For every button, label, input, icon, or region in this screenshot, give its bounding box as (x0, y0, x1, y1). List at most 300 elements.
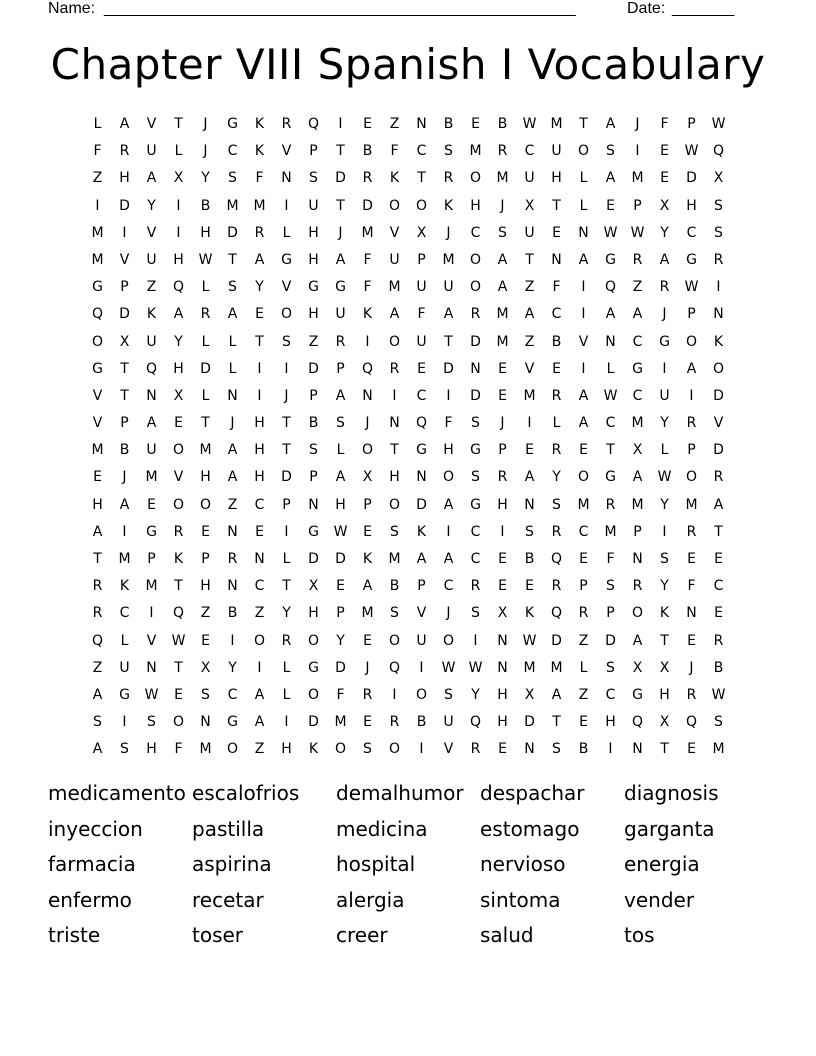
grid-letter[interactable]: E (201, 523, 210, 540)
grid-letter[interactable]: O (442, 469, 455, 486)
grid-letter[interactable]: P (147, 551, 156, 567)
grid-letter[interactable]: S (606, 143, 615, 160)
grid-letter[interactable]: L (201, 387, 210, 404)
grid-letter[interactable]: E (174, 686, 183, 703)
grid-letter[interactable]: H (497, 714, 508, 731)
grid-letter[interactable]: A (497, 279, 508, 296)
grid-letter[interactable]: Q (172, 279, 185, 296)
grid-letter[interactable]: A (254, 714, 265, 731)
grid-letter[interactable]: R (497, 143, 508, 160)
grid-letter[interactable]: Y (660, 415, 669, 432)
grid-letter[interactable]: A (92, 741, 103, 758)
grid-letter[interactable]: C (524, 143, 535, 160)
grid-letter[interactable]: H (308, 251, 319, 268)
grid-letter[interactable]: W (630, 224, 645, 241)
grid-letter[interactable]: U (524, 170, 535, 187)
grid-letter[interactable]: M (91, 442, 104, 459)
grid-letter[interactable]: S (471, 469, 480, 486)
grid-letter[interactable]: T (93, 551, 102, 567)
grid-letter[interactable]: H (254, 469, 265, 486)
grid-letter[interactable]: C (605, 415, 616, 432)
grid-letter[interactable]: A (632, 469, 643, 486)
grid-letter[interactable]: S (471, 415, 480, 432)
grid-letter[interactable]: N (146, 659, 157, 676)
grid-letter[interactable]: R (551, 523, 562, 540)
grid-letter[interactable]: E (336, 578, 345, 595)
grid-letter[interactable]: N (632, 551, 643, 567)
grid-letter[interactable]: I (500, 523, 505, 540)
grid-letter[interactable]: W (333, 523, 348, 540)
grid-letter[interactable]: Z (254, 605, 265, 622)
grid-letter[interactable]: V (713, 415, 724, 432)
grid-letter[interactable]: M (361, 605, 374, 622)
grid-letter[interactable]: O (280, 306, 293, 323)
grid-letter[interactable]: G (659, 333, 670, 350)
grid-letter[interactable]: M (442, 251, 455, 268)
name-field[interactable]: _____________________________________________________ (104, 0, 576, 17)
grid-letter[interactable]: D (119, 306, 130, 323)
grid-letter[interactable]: R (389, 360, 400, 377)
grid-letter[interactable]: A (632, 632, 643, 649)
grid-letter[interactable]: I (122, 523, 127, 540)
grid-letter[interactable]: N (497, 632, 508, 649)
grid-letter[interactable]: M (685, 496, 698, 513)
grid-letter[interactable]: T (228, 251, 237, 268)
grid-letter[interactable]: T (660, 741, 669, 758)
date-field[interactable]: _______ (672, 0, 735, 17)
grid-letter[interactable]: D (308, 551, 319, 567)
grid-letter[interactable]: A (92, 686, 103, 703)
grid-letter[interactable]: E (498, 387, 507, 404)
grid-letter[interactable]: S (390, 523, 399, 540)
grid-letter[interactable]: J (446, 605, 451, 622)
grid-letter[interactable]: W (603, 387, 618, 404)
grid-letter[interactable]: K (254, 116, 265, 132)
grid-letter[interactable]: F (390, 143, 399, 160)
grid-letter[interactable]: G (227, 116, 238, 132)
grid-letter[interactable]: A (578, 251, 589, 268)
grid-letter[interactable]: P (120, 415, 129, 432)
grid-letter[interactable]: D (713, 387, 724, 404)
grid-letter[interactable]: R (686, 415, 697, 432)
grid-letter[interactable]: K (416, 523, 427, 540)
grid-letter[interactable]: E (606, 197, 615, 214)
grid-letter[interactable]: H (173, 360, 184, 377)
grid-letter[interactable]: F (336, 686, 345, 703)
grid-letter[interactable]: F (660, 116, 669, 132)
grid-letter[interactable]: I (473, 632, 478, 649)
grid-letter[interactable]: L (282, 686, 291, 703)
grid-letter[interactable]: U (443, 714, 454, 731)
grid-letter[interactable]: U (416, 279, 427, 296)
grid-letter[interactable]: J (500, 415, 505, 432)
grid-letter[interactable]: V (389, 224, 400, 241)
grid-letter[interactable]: A (335, 469, 346, 486)
grid-letter[interactable]: I (365, 333, 370, 350)
grid-letter[interactable]: A (416, 551, 427, 567)
grid-letter[interactable]: A (713, 496, 724, 513)
grid-letter[interactable]: N (524, 741, 535, 758)
grid-letter[interactable]: I (122, 224, 127, 241)
grid-letter[interactable]: C (605, 686, 616, 703)
grid-letter[interactable]: I (284, 714, 289, 731)
grid-letter[interactable]: U (416, 632, 427, 649)
grid-letter[interactable]: T (282, 578, 291, 595)
grid-letter[interactable]: N (362, 387, 373, 404)
grid-letter[interactable]: G (416, 442, 427, 459)
grid-letter[interactable]: E (471, 116, 480, 132)
grid-letter[interactable]: M (91, 224, 104, 241)
grid-letter[interactable]: E (579, 714, 588, 731)
grid-letter[interactable]: W (171, 632, 186, 649)
grid-letter[interactable]: L (606, 360, 615, 377)
grid-letter[interactable]: M (523, 387, 536, 404)
grid-letter[interactable]: L (579, 659, 588, 676)
grid-letter[interactable]: P (417, 251, 426, 268)
grid-letter[interactable]: X (173, 387, 184, 404)
grid-letter[interactable]: L (660, 442, 669, 459)
grid-letter[interactable]: B (524, 551, 535, 567)
grid-letter[interactable]: B (578, 741, 589, 758)
grid-letter[interactable]: O (199, 496, 212, 513)
grid-letter[interactable]: K (362, 551, 373, 567)
grid-letter[interactable]: M (550, 659, 563, 676)
grid-letter[interactable]: P (336, 605, 345, 622)
grid-letter[interactable]: R (470, 306, 481, 323)
grid-letter[interactable]: R (92, 578, 103, 595)
grid-letter[interactable]: D (362, 197, 373, 214)
grid-letter[interactable]: M (91, 251, 104, 268)
grid-letter[interactable]: Z (92, 170, 103, 187)
grid-letter[interactable]: Q (712, 143, 725, 160)
grid-letter[interactable]: H (200, 224, 211, 241)
grid-letter[interactable]: M (199, 442, 212, 459)
grid-letter[interactable]: M (199, 741, 212, 758)
grid-letter[interactable]: T (552, 714, 561, 731)
grid-letter[interactable]: X (632, 442, 643, 459)
grid-letter[interactable]: Z (308, 333, 319, 350)
grid-letter[interactable]: C (632, 387, 643, 404)
grid-letter[interactable]: F (255, 170, 264, 187)
grid-letter[interactable]: A (497, 251, 508, 268)
grid-letter[interactable]: E (687, 741, 696, 758)
grid-letter[interactable]: S (606, 578, 615, 595)
grid-letter[interactable]: J (635, 116, 640, 132)
grid-letter[interactable]: T (174, 578, 183, 595)
grid-letter[interactable]: H (200, 469, 211, 486)
grid-letter[interactable]: K (173, 551, 184, 567)
grid-letter[interactable]: P (579, 578, 588, 595)
grid-letter[interactable]: Q (388, 659, 401, 676)
grid-letter[interactable]: Q (91, 306, 104, 323)
grid-letter[interactable]: G (605, 251, 616, 268)
grid-letter[interactable]: S (552, 496, 561, 513)
grid-letter[interactable]: X (524, 197, 535, 214)
grid-letter[interactable]: M (253, 197, 266, 214)
grid-letter[interactable]: Q (631, 714, 644, 731)
grid-letter[interactable]: O (388, 197, 401, 214)
grid-letter[interactable]: I (635, 143, 640, 160)
grid-letter[interactable]: W (684, 279, 699, 296)
grid-letter[interactable]: A (335, 387, 346, 404)
grid-letter[interactable]: J (338, 224, 343, 241)
grid-letter[interactable]: R (281, 116, 292, 132)
grid-letter[interactable]: A (227, 442, 238, 459)
grid-letter[interactable]: R (497, 469, 508, 486)
grid-letter[interactable]: I (230, 632, 235, 649)
grid-letter[interactable]: B (497, 116, 508, 132)
grid-letter[interactable]: A (524, 469, 535, 486)
grid-letter[interactable]: A (443, 496, 454, 513)
grid-letter[interactable]: I (122, 714, 127, 731)
grid-letter[interactable]: Z (146, 279, 157, 296)
grid-letter[interactable]: T (174, 659, 183, 676)
grid-letter[interactable]: B (227, 605, 238, 622)
grid-letter[interactable]: F (363, 251, 372, 268)
grid-letter[interactable]: R (578, 605, 589, 622)
grid-letter[interactable]: L (552, 415, 561, 432)
grid-letter[interactable]: T (579, 116, 588, 132)
grid-letter[interactable]: S (390, 605, 399, 622)
grid-letter[interactable]: I (716, 279, 721, 296)
grid-letter[interactable]: A (254, 686, 265, 703)
grid-letter[interactable]: A (632, 306, 643, 323)
grid-letter[interactable]: J (365, 415, 370, 432)
grid-letter[interactable]: I (581, 360, 586, 377)
grid-letter[interactable]: R (605, 496, 616, 513)
grid-letter[interactable]: R (254, 224, 265, 241)
grid-letter[interactable]: M (388, 279, 401, 296)
grid-letter[interactable]: N (578, 224, 589, 241)
grid-letter[interactable]: C (416, 387, 427, 404)
grid-letter[interactable]: E (417, 360, 426, 377)
grid-letter[interactable]: I (608, 741, 613, 758)
grid-letter[interactable]: S (444, 143, 453, 160)
grid-letter[interactable]: Y (174, 333, 183, 350)
grid-letter[interactable]: E (363, 714, 372, 731)
grid-letter[interactable]: X (173, 170, 184, 187)
grid-letter[interactable]: R (200, 306, 211, 323)
grid-letter[interactable]: T (336, 143, 345, 160)
grid-letter[interactable]: S (660, 551, 669, 567)
grid-letter[interactable]: Q (145, 360, 158, 377)
grid-letter[interactable]: E (363, 632, 372, 649)
grid-letter[interactable]: E (498, 741, 507, 758)
grid-letter[interactable]: R (443, 170, 454, 187)
grid-letter[interactable]: F (444, 415, 453, 432)
grid-letter[interactable]: J (500, 197, 505, 214)
grid-letter[interactable]: Z (524, 333, 535, 350)
grid-letter[interactable]: G (308, 659, 319, 676)
grid-letter[interactable]: K (254, 143, 265, 160)
grid-letter[interactable]: M (469, 143, 482, 160)
grid-letter[interactable]: A (578, 387, 589, 404)
grid-letter[interactable]: M (523, 659, 536, 676)
grid-letter[interactable]: F (552, 279, 561, 296)
grid-letter[interactable]: L (120, 632, 129, 649)
grid-letter[interactable]: Y (336, 632, 345, 649)
grid-letter[interactable]: V (416, 605, 427, 622)
grid-letter[interactable]: R (551, 442, 562, 459)
grid-letter[interactable]: P (633, 197, 642, 214)
grid-letter[interactable]: H (308, 605, 319, 622)
grid-letter[interactable]: S (147, 714, 156, 731)
grid-letter[interactable]: R (362, 170, 373, 187)
grid-letter[interactable]: D (281, 469, 292, 486)
grid-letter[interactable]: R (551, 387, 562, 404)
grid-letter[interactable]: S (714, 197, 723, 214)
grid-letter[interactable]: P (687, 442, 696, 459)
grid-letter[interactable]: N (308, 496, 319, 513)
grid-letter[interactable]: Z (254, 741, 265, 758)
grid-letter[interactable]: C (578, 523, 589, 540)
grid-letter[interactable]: G (281, 251, 292, 268)
grid-letter[interactable]: E (525, 442, 534, 459)
grid-letter[interactable]: Z (389, 116, 400, 132)
grid-letter[interactable]: H (335, 496, 346, 513)
grid-letter[interactable]: R (119, 143, 130, 160)
grid-letter[interactable]: G (470, 442, 481, 459)
grid-letter[interactable]: I (149, 605, 154, 622)
grid-letter[interactable]: O (685, 469, 698, 486)
grid-letter[interactable]: X (524, 686, 535, 703)
grid-letter[interactable]: R (686, 686, 697, 703)
grid-letter[interactable]: B (551, 333, 562, 350)
grid-letter[interactable]: O (388, 741, 401, 758)
grid-letter[interactable]: P (336, 360, 345, 377)
grid-letter[interactable]: E (363, 116, 372, 132)
grid-letter[interactable]: O (415, 686, 428, 703)
grid-letter[interactable]: O (469, 279, 482, 296)
grid-letter[interactable]: K (308, 741, 319, 758)
grid-letter[interactable]: O (685, 333, 698, 350)
grid-letter[interactable]: S (363, 741, 372, 758)
grid-letter[interactable]: B (119, 442, 130, 459)
grid-letter[interactable]: R (281, 632, 292, 649)
grid-letter[interactable]: D (470, 333, 481, 350)
grid-letter[interactable]: U (146, 333, 157, 350)
grid-letter[interactable]: P (282, 496, 291, 513)
grid-letter[interactable]: I (284, 523, 289, 540)
grid-letter[interactable]: R (470, 741, 481, 758)
grid-letter[interactable]: O (226, 741, 239, 758)
grid-letter[interactable]: R (227, 551, 238, 567)
grid-letter[interactable]: D (308, 360, 319, 377)
grid-letter[interactable]: E (201, 632, 210, 649)
grid-letter[interactable]: G (92, 360, 103, 377)
grid-letter[interactable]: A (659, 251, 670, 268)
grid-letter[interactable]: B (308, 415, 319, 432)
grid-letter[interactable]: H (497, 496, 508, 513)
grid-letter[interactable]: R (659, 279, 670, 296)
grid-letter[interactable]: W (441, 659, 456, 676)
grid-letter[interactable]: J (203, 116, 208, 132)
grid-letter[interactable]: E (660, 143, 669, 160)
grid-letter[interactable]: Q (172, 605, 185, 622)
grid-letter[interactable]: W (711, 686, 726, 703)
grid-letter[interactable]: O (253, 632, 266, 649)
grid-letter[interactable]: M (712, 741, 725, 758)
grid-letter[interactable]: D (605, 632, 616, 649)
grid-letter[interactable]: A (146, 415, 157, 432)
grid-letter[interactable]: D (119, 197, 130, 214)
grid-letter[interactable]: I (176, 197, 181, 214)
grid-letter[interactable]: X (659, 659, 670, 676)
grid-letter[interactable]: U (146, 251, 157, 268)
grid-letter[interactable]: V (281, 279, 292, 296)
grid-letter[interactable]: M (496, 333, 509, 350)
grid-letter[interactable]: L (201, 279, 210, 296)
grid-letter[interactable]: H (497, 686, 508, 703)
grid-letter[interactable]: U (308, 197, 319, 214)
grid-letter[interactable]: F (606, 551, 615, 567)
grid-letter[interactable]: N (227, 387, 238, 404)
grid-letter[interactable]: O (631, 605, 644, 622)
grid-letter[interactable]: S (228, 170, 237, 187)
grid-letter[interactable]: V (524, 360, 535, 377)
grid-letter[interactable]: L (579, 170, 588, 187)
grid-letter[interactable]: B (362, 143, 373, 160)
grid-letter[interactable]: G (92, 279, 103, 296)
grid-letter[interactable]: L (336, 442, 345, 459)
grid-letter[interactable]: N (713, 306, 724, 323)
grid-letter[interactable]: T (552, 197, 561, 214)
grid-letter[interactable]: G (335, 279, 346, 296)
grid-letter[interactable]: Y (660, 578, 669, 595)
grid-letter[interactable]: T (201, 415, 210, 432)
grid-letter[interactable]: S (309, 170, 318, 187)
grid-letter[interactable]: X (200, 659, 211, 676)
grid-letter[interactable]: T (120, 387, 129, 404)
grid-letter[interactable]: X (362, 469, 373, 486)
grid-letter[interactable]: H (686, 197, 697, 214)
grid-letter[interactable]: X (497, 605, 508, 622)
grid-letter[interactable]: H (551, 170, 562, 187)
grid-letter[interactable]: N (227, 578, 238, 595)
grid-letter[interactable]: H (470, 197, 481, 214)
grid-letter[interactable]: R (362, 686, 373, 703)
grid-letter[interactable]: E (255, 306, 264, 323)
grid-letter[interactable]: Q (91, 632, 104, 649)
grid-letter[interactable]: T (120, 360, 129, 377)
grid-letter[interactable]: T (282, 442, 291, 459)
grid-letter[interactable]: D (308, 714, 319, 731)
grid-letter[interactable]: M (577, 496, 590, 513)
grid-letter[interactable]: C (227, 143, 238, 160)
grid-letter[interactable]: H (389, 469, 400, 486)
grid-letter[interactable]: N (524, 496, 535, 513)
grid-letter[interactable]: I (419, 659, 424, 676)
grid-letter[interactable]: F (363, 279, 372, 296)
grid-letter[interactable]: I (284, 360, 289, 377)
grid-letter[interactable]: E (498, 578, 507, 595)
grid-letter[interactable]: A (92, 523, 103, 540)
grid-letter[interactable]: O (469, 251, 482, 268)
grid-letter[interactable]: Z (200, 605, 211, 622)
grid-letter[interactable]: I (257, 387, 262, 404)
grid-letter[interactable]: L (93, 116, 102, 132)
grid-letter[interactable]: W (468, 659, 483, 676)
grid-letter[interactable]: K (146, 306, 157, 323)
grid-letter[interactable]: E (687, 632, 696, 649)
grid-letter[interactable]: C (443, 578, 454, 595)
grid-letter[interactable]: O (361, 442, 374, 459)
grid-letter[interactable]: W (711, 116, 726, 132)
grid-letter[interactable]: H (254, 415, 265, 432)
grid-letter[interactable]: U (146, 442, 157, 459)
grid-letter[interactable]: U (416, 333, 427, 350)
grid-letter[interactable]: N (200, 714, 211, 731)
